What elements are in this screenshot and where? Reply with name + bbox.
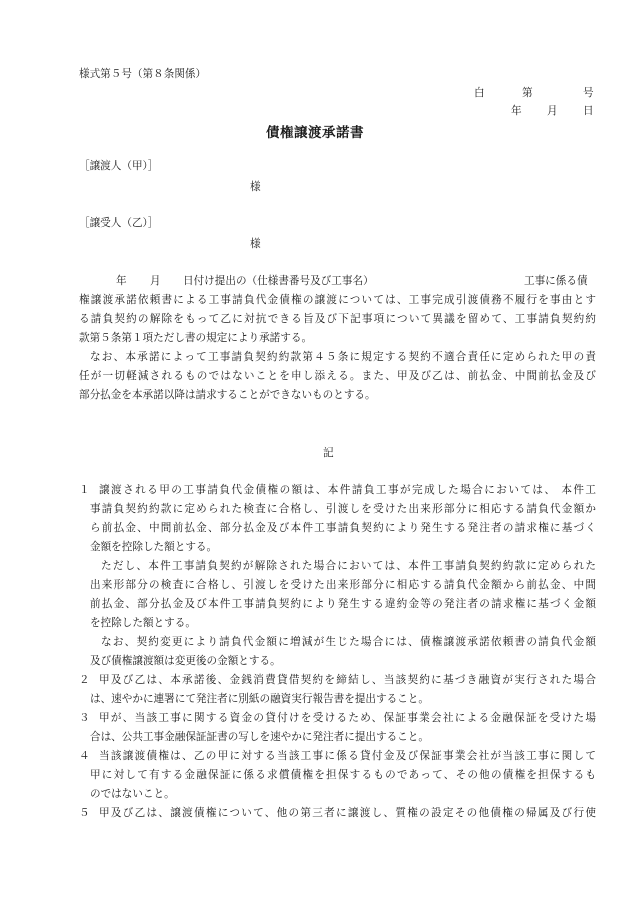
date-day: 日 [583,105,594,117]
assignee-honorific: 様 [250,238,261,250]
intro-year: 年 [116,275,127,287]
item-line: 当該譲渡債権は、乙の甲に対する当該工事に係る貸付金及び保証事業会社が当該工事に関して [99,750,596,762]
item-line: ただし、本件工事請負契約が解除された場合においては、本件工事請負契約約款に定められた [101,560,596,572]
assignee-label: ［譲受人（乙）］ [79,217,159,229]
doc-number-prefix: 白 [474,87,485,99]
item-line: 甲が、当該工事に関する資金の貸付けを受けるため、保証事業会社による金融保証を受けた場 [99,712,596,724]
intro-note-line: 部分払金を本承諾以降は請求することができないものとする。 [79,389,376,401]
item-line: 合は、公共工事金融保証証書の写しを速やかに発注者に提出すること。 [90,731,429,743]
intro-line: 款第５条第１項ただし書の規定により承諾する。 [79,332,313,344]
intro-line: 権譲渡承諾依頼書による工事請負代金債権の譲渡については、工事完成引渡債務不履行を事由とす [79,294,596,306]
intro-tail: 工事に係る債 [524,275,588,287]
assignor-label: ［譲渡人（甲）］ [79,160,159,172]
item-line: 甲及び乙は、譲渡債権について、他の第三者に譲渡し、質権の設定その他債権の帰属及び行使 [99,807,596,819]
item-number: １ [79,484,90,496]
doc-number-dai: 第 [522,87,533,99]
item-line: 甲及び乙は、本承諾後、金銭消費貸借契約を締結し、当該契約に基づき融資が実行された場合 [99,674,596,686]
document-title: 債権譲渡承諾書 [266,125,364,141]
item-line: 及び債権譲渡額は変更後の金額とする。 [90,655,281,667]
item-line: 出来形部分の検査に合格し、引渡しを受けた出来形部分に相応する請負代金額から前払金、中間 [90,579,596,591]
date-year: 年 [511,105,522,117]
date-month: 月 [547,105,558,117]
intro-month: 月 [150,275,161,287]
item-line: のではないこと。 [90,788,175,800]
item-line: 甲に対して有する金融保証に係る求償債権を担保するものであって、その他の債権を担保するも [90,769,596,781]
assignor-honorific: 様 [250,181,261,193]
item-number: ４ [79,750,90,762]
intro-line: る請負契約の解除をもって乙に対抗できる旨及び下記事項について異議を留めて、工事請負契約約 [79,313,596,325]
item-number: ５ [79,807,90,819]
item-line: を控除した額とする。 [90,617,196,629]
item-line: 譲渡される甲の工事請負代金債権の額は、本件請負工事が完成した場合においては、 本件工 [99,484,596,496]
intro-submission: 日付け提出の（仕様書番号及び工事名） [183,275,374,287]
item-line: 前払金、部分払金及び本件工事請負契約により発生する違約金等の発注者の請求権に基づく金額 [90,598,596,610]
item-line: は、速やかに連署にて発注者に別紙の融資実行報告書を提出すること。 [90,693,429,705]
ki-heading: 記 [323,447,334,459]
item-number: ２ [79,674,90,686]
item-line: 金額を控除した額とする。 [90,541,218,553]
intro-note-line: なお、本承諾によって工事請負契約約款第４５条に規定する契約不適合責任に定められた甲の責 [90,351,596,363]
item-line: なお、契約変更により請負代金額に増減が生じた場合には、債権譲渡承諾依頼書の請負代金額 [101,636,596,648]
item-line: ら前払金、中間前払金、部分払金及び本件工事請負契約により発生する発注者の請求権に基づく [90,522,596,534]
item-line: 事請負契約約款に定められた検査に合格し、引渡しを受けた出来形部分に相応する請負代金額か [90,503,596,515]
doc-number-go: 号 [583,87,594,99]
item-number: ３ [79,712,90,724]
intro-note-line: 任が一切軽減されるものではないことを申し添える。また、甲及び乙は、前払金、中間前払金及び [79,370,596,382]
form-number: 様式第５号（第８条関係） [79,68,207,80]
